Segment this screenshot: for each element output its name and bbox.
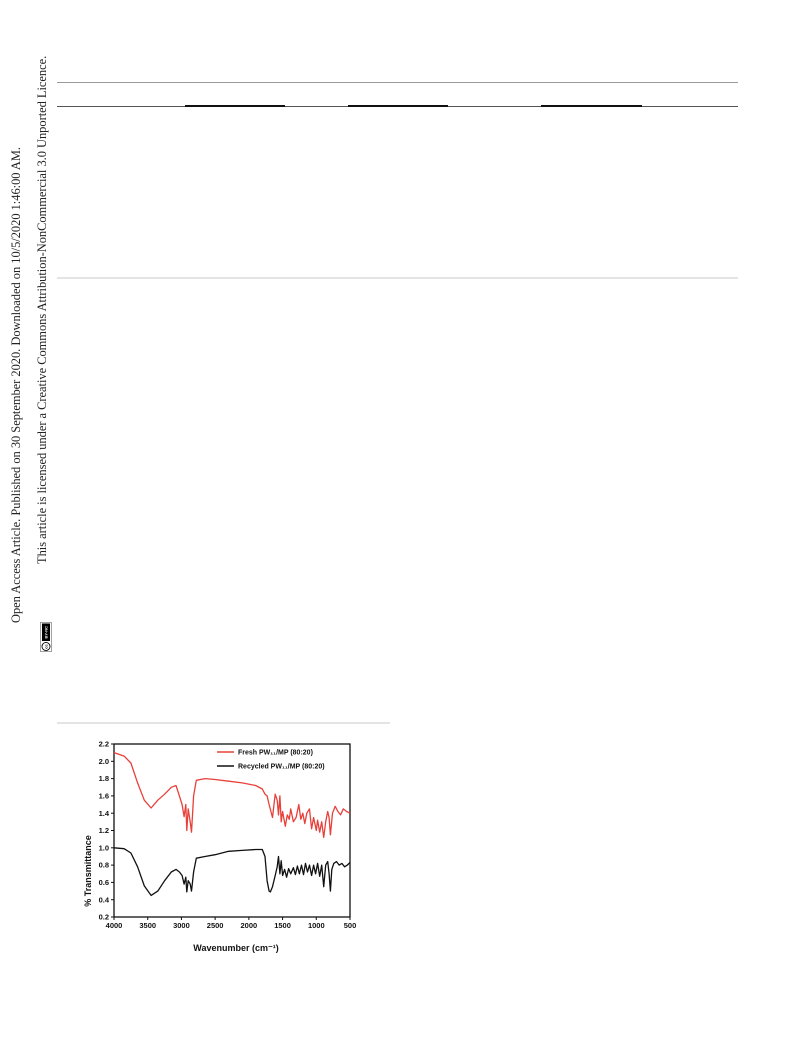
y-tick-label: 0.8 [98,860,109,870]
ftir-spectrum-chart [76,736,360,958]
legend-label-1: Fresh PW₁₁/MP (80:20) [238,749,313,757]
y-axis-label: % Transmittance [83,835,93,907]
cc-badge-label: BY-NC [43,625,49,639]
y-tick-label: 0.2 [98,912,109,922]
y-tick-label: 2.2 [98,739,109,749]
y-tick-label: 2.0 [98,756,109,766]
column-rule-2 [348,105,448,107]
x-tick-label: 4000 [105,921,123,930]
y-tick-label: 0.6 [98,878,109,887]
y-tick-label: 1.4 [98,808,109,818]
x-tick-label: 500 [343,921,357,930]
y-tick-label: 0.4 [98,895,109,905]
x-tick-label: 2000 [240,921,258,930]
cc-license-badge[interactable] [5,622,87,652]
y-tick-label: 1.6 [98,791,109,801]
header-rule [57,82,738,83]
article-sidebar [0,0,50,1039]
legend-label-2: Recycled PW₁₁/MP (80:20) [238,763,325,771]
column-rule-3 [541,105,642,107]
figure-rule [57,722,390,724]
license-notice: This article is licensed under a Creative Commons Attribution-NonCommercial 3.0 Unported Licence. [35,55,49,564]
plot-area [99,740,357,930]
x-tick-label: 3000 [173,921,190,930]
cc-icon-label: cc [43,644,49,649]
x-tick-label: 1000 [307,921,325,930]
y-tick-label: 1.2 [98,826,109,836]
x-axis-label: Wavenumber (cm⁻¹) [193,943,279,953]
x-tick-label: 2500 [206,921,224,930]
x-tick-label: 3500 [139,921,157,930]
section-rule [57,277,738,279]
series-line-2 [114,848,350,896]
column-rule-1 [185,105,285,107]
y-tick-label: 1.0 [98,843,109,853]
publication-notice: Open Access Article. Published on 30 September 2020. Downloaded on 10/5/2020 1:46:00 AM. [9,147,23,623]
y-tick-label: 1.8 [98,774,109,784]
x-tick-label: 1500 [274,921,291,930]
